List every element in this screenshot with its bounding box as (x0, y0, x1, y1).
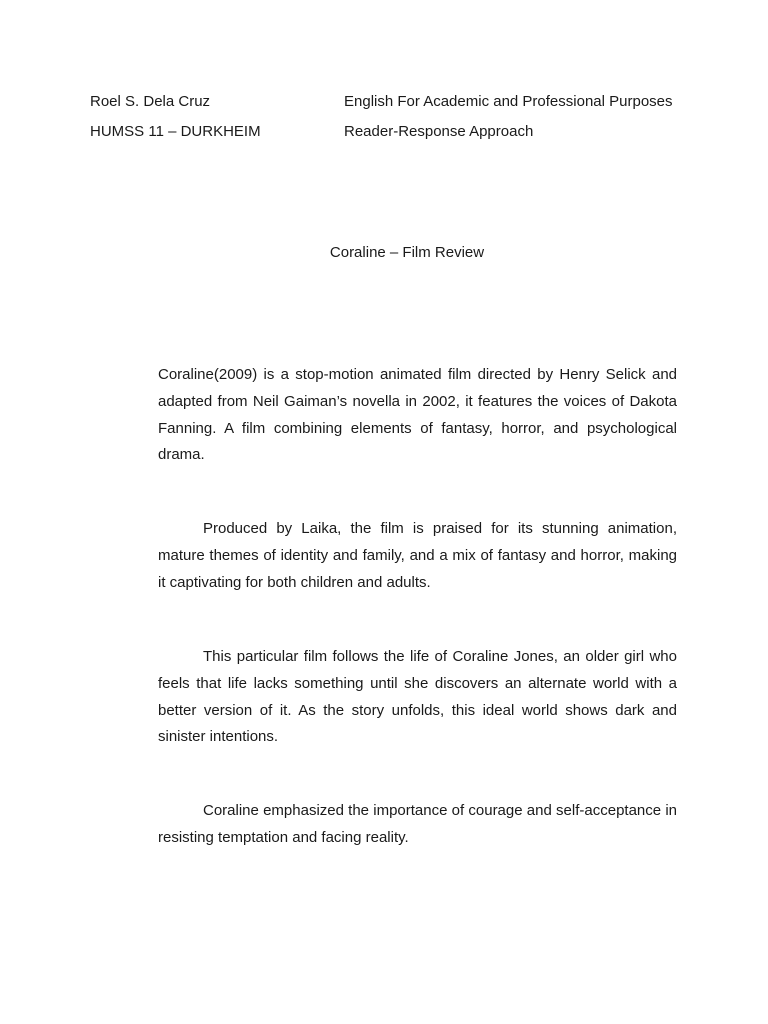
author-name: Roel S. Dela Cruz (90, 93, 211, 110)
header-row-2 (90, 123, 690, 143)
paragraph-2: Produced by Laika, the film is praised for its stunning animation, mature themes of identity and family, and a mix of fantasy and horror, making it captivating for both children and adults. (158, 520, 677, 591)
document-title: Coraline – Film Review (329, 244, 485, 261)
paragraph-1: Coraline(2009) is a stop-motion animated film directed by Henry Selick and adapted from Neil Gaiman’s novella in 2002, it features the voices of Dakota Fanning. A film combining elements of fantasy, horror, and psychological drama. (158, 366, 677, 464)
paragraph-4: Coraline emphasized the importance of courage and self-acceptance in resisting temptation and facing reality. (158, 802, 677, 846)
approach-label: Reader-Response Approach (344, 123, 534, 140)
course-name: English For Academic and Professional Purposes (344, 93, 673, 110)
header-row-1 (90, 93, 690, 113)
paragraph-3: This particular film follows the life of Coraline Jones, an older girl who feels that life lacks something until she discovers an alternate world with a better version of it. As the story unfolds, this ideal world shows dark and sinister intentions. (158, 648, 677, 746)
class-section: HUMSS 11 – DURKHEIM (90, 123, 261, 140)
